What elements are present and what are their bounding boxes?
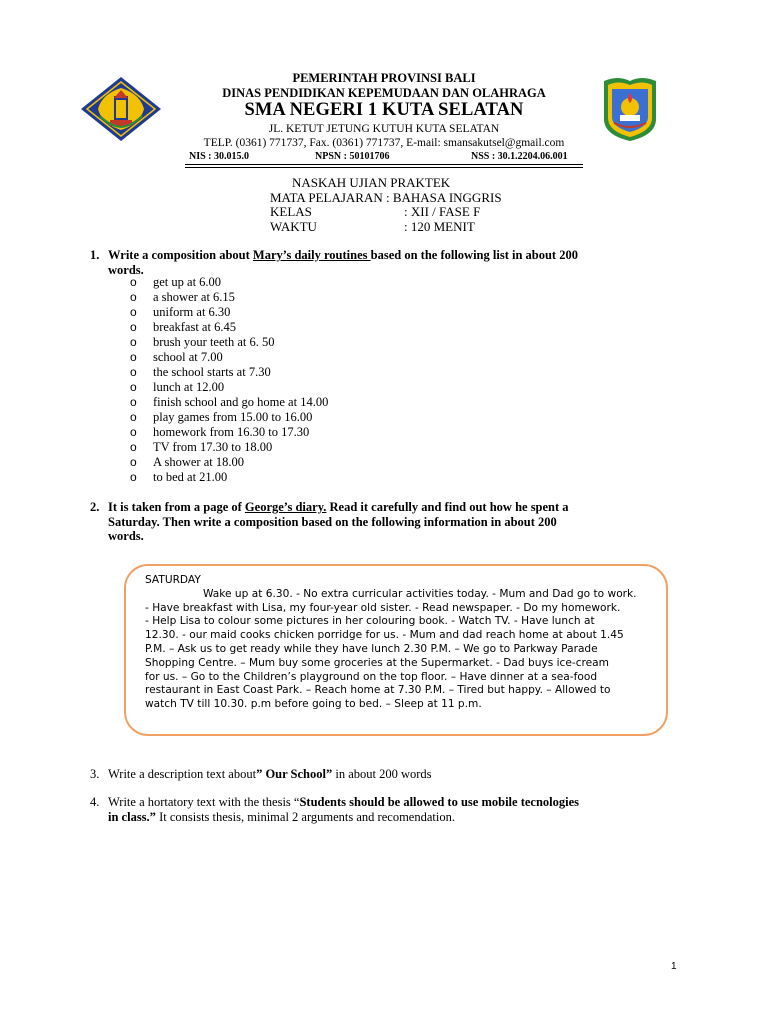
list-item: o uniform at 6.30 [130,305,231,319]
question-text: in about 200 words [332,767,432,781]
school-nss: NSS : 30.1.2204.06.001 [471,151,568,162]
question-number: 3. [90,767,100,781]
exam-class-value: : XII / FASE F [404,204,481,219]
list-item: o brush your teeth at 6. 50 [130,335,275,349]
bullet-marker: o [130,410,137,424]
school-npsn: NPSN : 50101706 [315,151,390,162]
question-text: It is taken from a page of [108,500,245,514]
list-item: o to bed at 21.00 [130,470,228,484]
list-item: o TV from 17.30 to 18.00 [130,440,273,454]
list-item: o play games from 15.00 to 16.00 [130,410,313,424]
question-emphasis: Mary’s daily routines [252,248,371,262]
bullet-marker: o [130,470,137,484]
school-nis: NIS : 30.015.0 [189,151,250,162]
header-government: PEMERINTAH PROVINSI BALI [292,71,476,85]
question-2 [90,500,690,544]
exam-time-value: : 120 MENIT [404,218,475,234]
school-name: SMA NEGERI 1 KUTA SELATAN [244,100,524,120]
exam-subject: MATA PELAJARAN : BAHASA INGGRIS [270,189,502,205]
diary-text [145,574,655,712]
list-item: o lunch at 12.00 [130,380,225,394]
list-item: o A shower at 18.00 [130,455,244,469]
bali-province-emblem-icon [80,76,162,142]
list-item: o get up at 6.00 [130,275,222,289]
bullet-marker: o [130,365,137,379]
bullet-marker: o [130,455,137,469]
question-text: It consists thesis, minimal 2 arguments and recomendation. [155,809,455,824]
school-contact: TELP. (0361) 771737, Fax. (0361) 771737, E-mail: smansakutsel@gmail.com [203,137,565,149]
question-emphasis: George’s diary. [244,500,327,514]
bullet-marker: o [130,395,137,409]
bullet-marker: o [130,440,137,454]
diary-line: 12.30. - our maid cooks chicken porridge for us. - Mum and dad reach home at about 1.45 [145,629,624,642]
bullet-marker: o [130,320,137,334]
exam-title: NASKAH UJIAN PRAKTEK [292,175,451,190]
list-item: o breakfast at 6.45 [130,320,236,334]
question-number: 2. [90,500,100,514]
list-item: o school at 7.00 [130,350,223,364]
header-divider [185,164,583,165]
question-text: Saturday. Then write a composition based on the following information in about 200 [108,514,557,529]
school-address: JL. KETUT JETUNG KUTUH KUTA SELATAN [268,123,500,135]
list-item: o homework from 16.30 to 17.30 [130,425,310,439]
page-number: 1 [671,961,677,972]
question-text: Write a composition about [108,248,253,262]
question-4 [90,795,690,824]
list-item: o finish school and go home at 14.00 [130,395,329,409]
header-divider-thin [185,167,583,168]
question-1 [90,248,690,277]
bullet-marker: o [130,275,137,289]
question-text: Read it carefully and find out how he spent a [326,500,569,514]
question-text: based on the following list in about 200 [370,248,578,262]
diary-line: P.M. – Ask us to get ready while they have lunch 2.30 P.M. – We go to Parkway Parade [145,642,598,655]
list-item: o the school starts at 7.30 [130,365,271,379]
question-number: 1. [90,248,100,262]
diary-line: watch TV till 10.30. p.m before going to bed. – Sleep at 11 p.m. [145,698,482,711]
question-text: words. [108,529,144,543]
question-text: Write a description text about [108,767,257,781]
diary-line: - Help Lisa to colour some pictures in her colouring book. - Watch TV. - Have lunch at [145,615,595,628]
diary-line: for us. – Go to the Children’s playground on the top floor. – Have dinner at a sea-food [145,670,598,683]
question-number: 4. [90,795,100,809]
question-emphasis: ” Our School” [256,767,333,781]
list-item: o a shower at 6.15 [130,290,235,304]
exam-class-label: KELAS [270,204,312,219]
question-text: words. [108,262,144,277]
diary-line: - Have breakfast with Lisa, my four-year old sister. - Read newspaper. - Do my homework. [145,601,621,614]
header-department: DINAS PENDIDIKAN KEPEMUDAAN DAN OLAHRAGA [222,86,546,100]
question-3 [90,767,690,782]
bullet-marker: o [130,350,137,364]
diary-heading: SATURDAY [145,574,201,586]
bullet-marker: o [130,425,137,439]
bullet-marker: o [130,290,137,304]
bullet-marker: o [130,305,137,319]
diary-line: Wake up at 6.30. - No extra curricular activities today. - Mum and Dad go to work. [203,587,637,600]
exam-time-label: WAKTU [270,218,317,234]
routine-list [130,275,328,485]
question-emphasis: Students should be allowed to use mobile tecnologies [299,795,580,809]
bullet-marker: o [130,380,137,394]
question-emphasis: in class.” [108,809,156,824]
diary-line: Shopping Centre. – Mum buy some groceries at the Supermarket. - Dad buys ice-cream [145,656,609,669]
school-emblem-icon [600,75,660,143]
question-text: Write a hortatory text with the thesis “ [108,795,300,809]
diary-line: restaurant in East Coast Park. – Reach home at 7.30 P.M. – Tired but happy. – Allowed to [145,684,611,697]
bullet-marker: o [130,335,137,349]
